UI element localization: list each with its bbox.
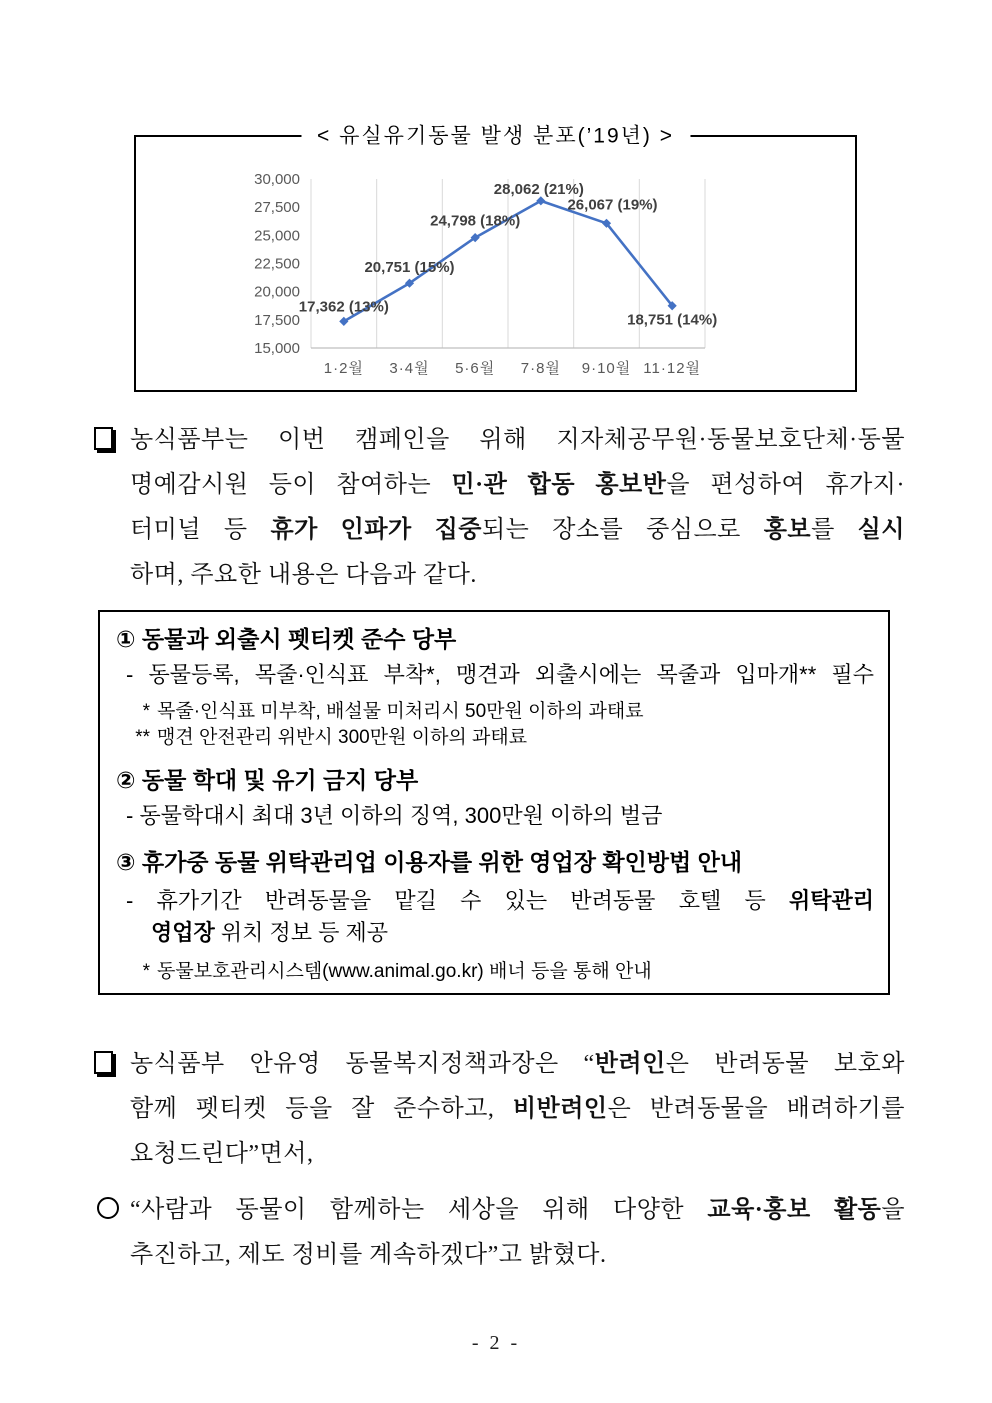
text-line: 농식품부 안유영 동물복지정책과장은 “반려인은 반려동물 보호와 xyxy=(130,1051,905,1077)
svg-text:5·6월: 5·6월 xyxy=(455,360,496,377)
paragraph-quote2 xyxy=(92,1188,905,1278)
paragraph-quote1 xyxy=(92,1042,905,1177)
svg-text:17,500: 17,500 xyxy=(254,311,300,329)
text-line: 함께 펫티켓 등을 잘 준수하고, 비반려인은 반려동물을 배려하기를 xyxy=(130,1096,905,1122)
footnote-marker: ** xyxy=(135,727,150,748)
square-bullet-icon xyxy=(94,1051,113,1074)
text-line: 하며, 주요한 내용은 다음과 같다. xyxy=(130,562,477,588)
text-line: 추진하고, 제도 정비를 계속하겠다”고 밝혔다. xyxy=(130,1242,607,1268)
svg-text:1·2월: 1·2월 xyxy=(323,360,364,377)
box-item1-sub xyxy=(112,659,874,691)
text-line: 터미널 등 휴가 인파가 집중되는 장소를 중심으로 홍보를 실시 xyxy=(130,517,905,543)
svg-text:7·8월: 7·8월 xyxy=(520,360,561,377)
footnote-text: 목줄·인식표 미부착, 배설물 미처리시 50만원 이하의 과태료 xyxy=(157,701,644,722)
svg-text:27,500: 27,500 xyxy=(254,199,300,217)
text-line: - 휴가기간 반려동물을 맡길 수 있는 반려동물 호텔 등 위탁관리 xyxy=(126,888,874,913)
footnote-marker: * xyxy=(142,701,150,722)
info-box xyxy=(98,610,890,995)
paragraph-campaign xyxy=(92,418,905,598)
box-item2-sub: - 동물학대시 최대 3년 이하의 징역, 300만원 이하의 벌금 xyxy=(126,803,663,828)
box-item1-note1 xyxy=(112,699,874,725)
footnote-marker: * xyxy=(142,961,150,982)
text-line: 요청드린다”면서, xyxy=(130,1141,314,1167)
box-item3-heading: ③ 휴가중 동물 위탁관리업 이용자를 위한 영업장 확인방법 안내 xyxy=(116,849,743,875)
svg-text:26,067 (19%): 26,067 (19%) xyxy=(567,196,658,214)
box-item2-heading: ② 동물 학대 및 유기 금지 당부 xyxy=(116,767,419,793)
text-line: - 동물등록, 목줄·인식표 부착*, 맹견과 외출시에는 목줄과 입마개** 필수 xyxy=(126,662,874,687)
svg-text:30,000: 30,000 xyxy=(254,171,300,188)
box-item3-sub-cont: 영업장 위치 정보 등 제공 xyxy=(151,920,388,945)
circle-bullet-icon xyxy=(97,1197,119,1219)
svg-text:18,751 (14%): 18,751 (14%) xyxy=(627,311,718,329)
svg-text:22,500: 22,500 xyxy=(254,255,300,273)
text-line: 명예감시원 등이 참여하는 민·관 합동 홍보반을 편성하여 휴가지· xyxy=(130,472,905,498)
chart-title: < 유실유기동물 발생 분포(’19년) > xyxy=(301,120,690,150)
svg-text:20,000: 20,000 xyxy=(254,283,300,301)
footnote-text: 동물보호관리시스템(www.animal.go.kr) 배너 등을 통해 안내 xyxy=(157,961,652,982)
box-item3-note1 xyxy=(112,959,874,985)
svg-text:20,751 (15%): 20,751 (15%) xyxy=(364,259,455,277)
footnote-text: 맹견 안전관리 위반시 300만원 이하의 과태료 xyxy=(157,727,528,748)
text-line: “사람과 동물이 함께하는 세상을 위해 다양한 교육·홍보 활동을 xyxy=(130,1197,906,1223)
page-number: - 2 - xyxy=(471,1332,521,1354)
svg-text:9·10월: 9·10월 xyxy=(581,360,632,377)
svg-text:3·4월: 3·4월 xyxy=(389,360,430,377)
svg-text:25,000: 25,000 xyxy=(254,227,300,245)
svg-text:11·12월: 11·12월 xyxy=(643,360,702,377)
box-item3-sub xyxy=(112,885,874,917)
svg-text:28,062 (21%): 28,062 (21%) xyxy=(493,180,584,198)
chart-figure xyxy=(134,124,857,392)
text-line: 농식품부는 이번 캠페인을 위해 지자체공무원·동물보호단체·동물 xyxy=(130,427,905,453)
line-chart xyxy=(136,137,855,390)
box-item1-heading: ① 동물과 외출시 펫티켓 준수 당부 xyxy=(116,626,457,652)
svg-text:15,000: 15,000 xyxy=(254,340,300,357)
svg-text:17,362 (13%): 17,362 (13%) xyxy=(298,298,389,316)
square-bullet-icon xyxy=(94,427,113,450)
svg-text:24,798 (18%): 24,798 (18%) xyxy=(430,212,521,230)
box-item1-note2 xyxy=(112,725,874,751)
